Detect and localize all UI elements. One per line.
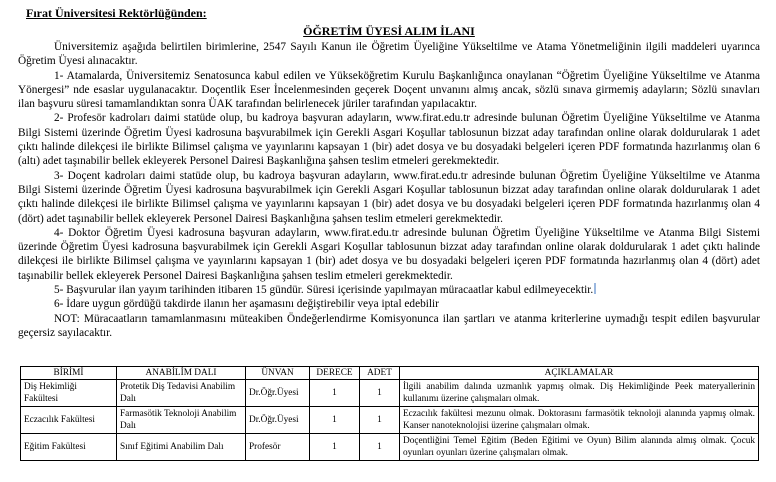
paragraph-1: 1- Atamalarda, Üniversitemiz Senatosunca kabul edilen ve Yükseköğretim Kurulu Başkanlığınca onaylanan “Öğretim Üyeliğine Yükseltilme ve Atanma Yönergesi” nde esaslar uygulanacaktır. Doçentlik Eser İncelenmesinden geçerek Doçent unvanını almış ancak, sözlü sınava girmemiş adayların; Sözlü sınavları ilan başvuru süresi tamamlandıktan sonra ÜAK tarafından belirlenecek jüriler tarafından yapılacaktır.: [18, 69, 760, 111]
table-row: [21, 380, 759, 407]
table-header-row: [21, 367, 759, 380]
paragraph-intro: Üniversitemiz aşağıda belirtilen birimlerine, 2547 Sayılı Kanun ile Öğretim Üyeliğine Yükseltilme ve Atama Yönetmeliğinin ilgili maddeleri uyarınca Öğretim Üyesi alınacaktır.: [18, 41, 760, 68]
col-header-birim: BİRİMİ: [21, 367, 117, 380]
table-row: [21, 407, 759, 434]
cell-derece: 1: [310, 407, 360, 434]
cell-derece: 1: [310, 434, 360, 461]
paragraph-3: 3- Doçent kadroları daimi statüde olup, bu kadroya başvuran adayların, www.firat.edu.tr adresinde bulunan Öğretim Üyeliğine Yükseltilme ve Atanma Bilgi Sistemi üzerinde Öğretim Üyesi kadrosuna başvurabilmek için Gerekli Asgari Koşullar tablosunun bizzat aday tarafından online olarak doldurularak 1 adet çıktı halinde dilekçesi ile birlikte Bilimsel çalışma ve yayınlarını kapsayan 1 (bir) adet dosya ve bu dosyadaki belgeleri içeren PDF formatında hazırlanmış olan 4 (dört) adet taşınabilir bellek ekleyerek Personel Dairesi Başkanlığına şahsen teslim etmeleri gerekmektedir.: [18, 169, 760, 225]
positions-table: [20, 366, 759, 461]
cell-birim: Eğitim Fakültesi: [21, 434, 117, 461]
cell-aciklama: Eczacılık fakültesi mezunu olmak. Doktorasını farmasötik teknoloji alanında yapmış olmak. Kanser nanoteknolojisi üzerine çalışmaları olmak.: [400, 407, 759, 434]
cell-anabilim: Protetik Diş Tedavisi Anabilim Dalı: [117, 380, 246, 407]
cell-aciklama: Doçentliğini Temel Eğitim (Beden Eğitimi ve Oyun) Bilim alanında almış olmak. Çocuk oyunları oyunları üzerine çalışmaları olmak.: [400, 434, 759, 461]
col-header-adet: ADET: [360, 367, 400, 380]
paragraph-2: 2- Profesör kadroları daimi statüde olup, bu kadroya başvuran adayların, www.firat.edu.tr adresinde bulunan Öğretim Üyeliğine Yükseltilme ve Atanma Bilgi Sistemi üzerinde Öğretim Üyesi kadrosuna başvurabilmek için Gerekli Asgari Koşullar tablosunun bizzat aday tarafından online olarak doldurularak 1 adet çıktı halinde dilekçesi ile birlikte Bilimsel çalışma ve yayınlarını kapsayan 1 (bir) adet dosya ve bu dosyadaki belgeleri içeren PDF formatında hazırlanmış olan 6 (altı) adet taşınabilir bellek ekleyerek Personel Dairesi Başkanlığına şahsen teslim etmeleri gerekmektedir.: [18, 112, 760, 168]
cell-derece: 1: [310, 380, 360, 407]
paragraph-note: NOT: Müracaatların tamamlanmasını müteakiben Öndeğerlendirme Komisyonunca ilan şartları ve atanma kriterlerine uymadığı tespit edilen başvurular geçersiz sayılacaktır.: [18, 312, 760, 339]
paragraph-5: [18, 283, 760, 297]
document-page: [18, 6, 760, 458]
paragraph-5-text: 5- Başvurular ilan yayım tarihinden itibaren 15 gündür. Süresi içerisinde yapılmayan müracaatlar kabul edilmeyecektir.: [54, 284, 594, 297]
text-cursor: [594, 283, 596, 294]
cell-anabilim: Farmasötik Teknoloji Anabilim Dalı: [117, 407, 246, 434]
cell-unvan: Dr.Öğr.Üyesi: [246, 407, 310, 434]
cell-aciklama: İlgili anabilim dalında uzmanlık yapmış olmak. Diş Hekimliğinde Peek materyallerinin kullanımı üzerine çalışmaları olmak.: [400, 380, 759, 407]
paragraph-4: 4- Doktor Öğretim Üyesi kadrosuna başvuran adayların, www.firat.edu.tr adresinde bulunan Öğretim Üyeliğine Yükseltilme ve Atanma Bilgi Sistemi üzerinde Öğretim Üyesi kadrosuna başvurabilmek için Gerekli Asgari Koşullar tablosunun bizzat aday tarafından online olarak doldurularak 1 adet çıktı halinde dilekçesi ile birlikte Bilimsel çalışma ve yayınlarını kapsayan 1 (bir) adet dosya ve bu dosyadaki belgeleri içeren PDF formatında hazırlanmış olan 4 (dört) adet taşınabilir bellek ekleyerek Personel Dairesi Başkanlığına şahsen teslim etmeleri gerekmektedir.: [18, 226, 760, 282]
col-header-unvan: ÜNVAN: [246, 367, 310, 380]
cell-unvan: Dr.Öğr.Üyesi: [246, 380, 310, 407]
cell-birim: Eczacılık Fakültesi: [21, 407, 117, 434]
issuer-heading: Fırat Üniversitesi Rektörlüğünden:: [26, 6, 207, 20]
col-header-derece: DERECE: [310, 367, 360, 380]
col-header-anabilim: ANABİLİM DALI: [117, 367, 246, 380]
cell-anabilim: Sınıf Eğitimi Anabilim Dalı: [117, 434, 246, 461]
cell-adet: 1: [360, 407, 400, 434]
cell-adet: 1: [360, 380, 400, 407]
col-header-aciklamalar: AÇIKLAMALAR: [400, 367, 759, 380]
table-row: [21, 434, 759, 461]
cell-birim: Diş Hekimliği Fakültesi: [21, 380, 117, 407]
cell-adet: 1: [360, 434, 400, 461]
announcement-title: ÖĞRETİM ÜYESİ ALIM İLANI: [303, 24, 475, 38]
paragraph-6: 6- İdare uygun gördüğü takdirde ilanın her aşamasını değiştirebilir veya iptal edebilir: [54, 298, 439, 311]
cell-unvan: Profesör: [246, 434, 310, 461]
